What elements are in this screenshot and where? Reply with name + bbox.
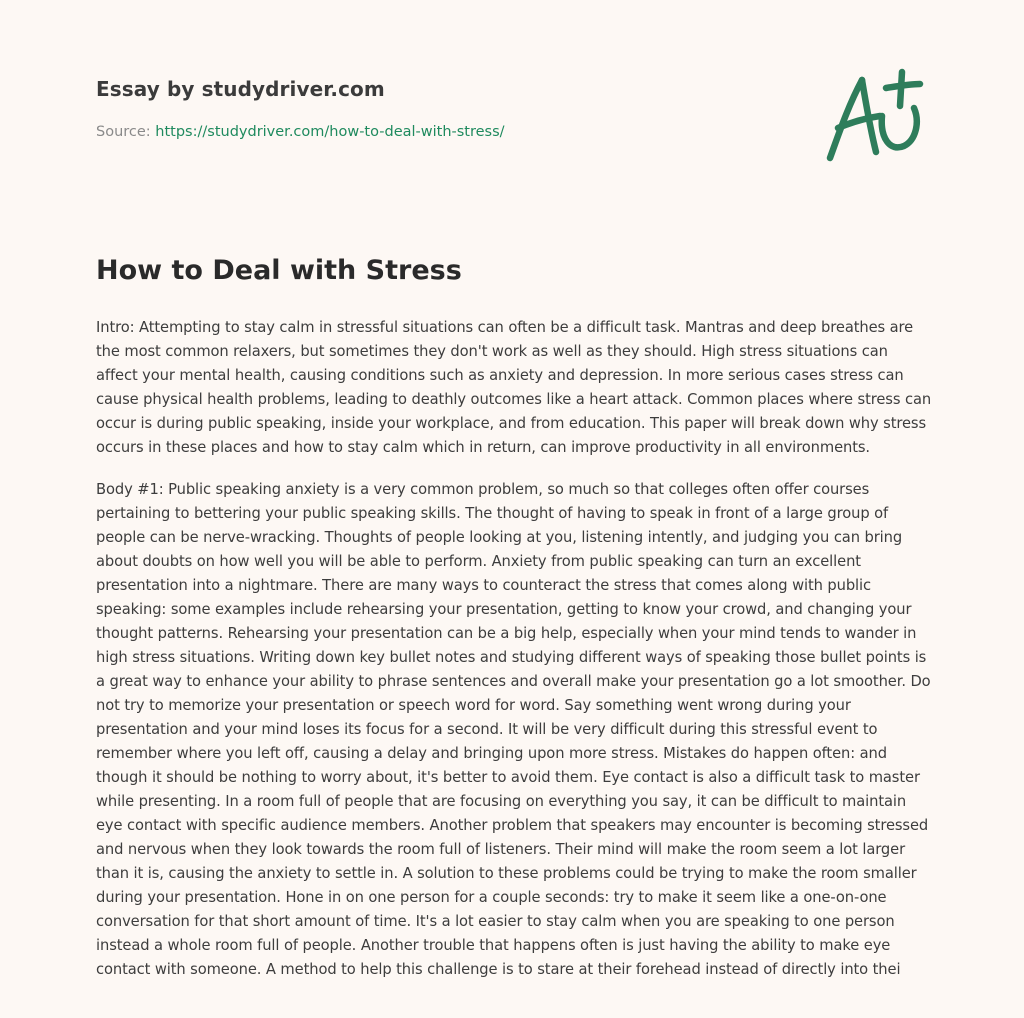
a-plus-logo <box>818 66 928 164</box>
site-title: Essay by studydriver.com <box>96 77 385 101</box>
source-line <box>96 124 505 140</box>
source-link[interactable]: https://studydriver.com/how-to-deal-with-stress/ <box>155 124 505 140</box>
paragraph-intro: Intro: Attempting to stay calm in stressful situations can often be a difficult task. Mantras and deep breathes are the most common relaxers, but sometimes they don't work as well as they should. High stress situations can affect your mental health, causing conditions such as anxiety and depression. In more serious cases stress can cause physical health problems, leading to deathly outcomes like a heart attack. Common places where stress can occur is during public speaking, inside your workplace, and from education. This paper will break down why stress occurs in these places and how to stay calm which in return, can improve productivity in all environments. <box>96 319 932 456</box>
source-label: Source: <box>96 124 151 140</box>
essay-title: How to Deal with Stress <box>96 255 462 286</box>
essay-body <box>96 316 932 1000</box>
paragraph-body-1: Body #1: Public speaking anxiety is a very common problem, so much so that colleges often offer courses pertaining to bettering your public speaking skills. The thought of having to speak in front of a large group of people can be nerve-wracking. Thoughts of people looking at you, listening intently, and judging you can bring about doubts on how well you will be able to perform. Anxiety from public speaking can turn an excellent presentation into a nightmare. There are many ways to counteract the stress that comes along with public speaking: some examples include rehearsing your presentation, getting to know your crowd, and changing your thought patterns. Rehearsing your presentation can be a big help, especially when your mind tends to wander in high stress situations. Writing down key bullet notes and studying different ways of speaking those bullet points is a great way to enhance your ability to phrase sentences and overall make your presentation go a lot smoother. Do not try to memorize your presentation or speech word for word. Say something went wrong during your presentation and your mind loses its focus for a second. It will be very difficult during this stressful event to remember where you left off, causing a delay and bringing upon more stress. Mistakes do happen often: and though it should be nothing to worry about, it's better to avoid them. Eye contact is also a difficult task to master while presenting. In a room full of people that are focusing on everything you say, it can be difficult to maintain eye contact with specific audience members. Another problem that speakers may encounter is becoming stressed and nervous when they look towards the room full of listeners. Their mind will make the room seem a lot larger than it is, causing the anxiety to settle in. A solution to these problems could be trying to make the room smaller during your presentation. Hone in on one person for a couple seconds: try to make it seem like a one-on-one conversation for that short amount of time. It's a lot easier to stay calm when you are speaking to one person instead a whole room full of people. Another trouble that happens often is just having the ability to make eye contact with someone. A method to help this challenge is to stare at their forehead instead of directly into thei <box>96 481 931 978</box>
